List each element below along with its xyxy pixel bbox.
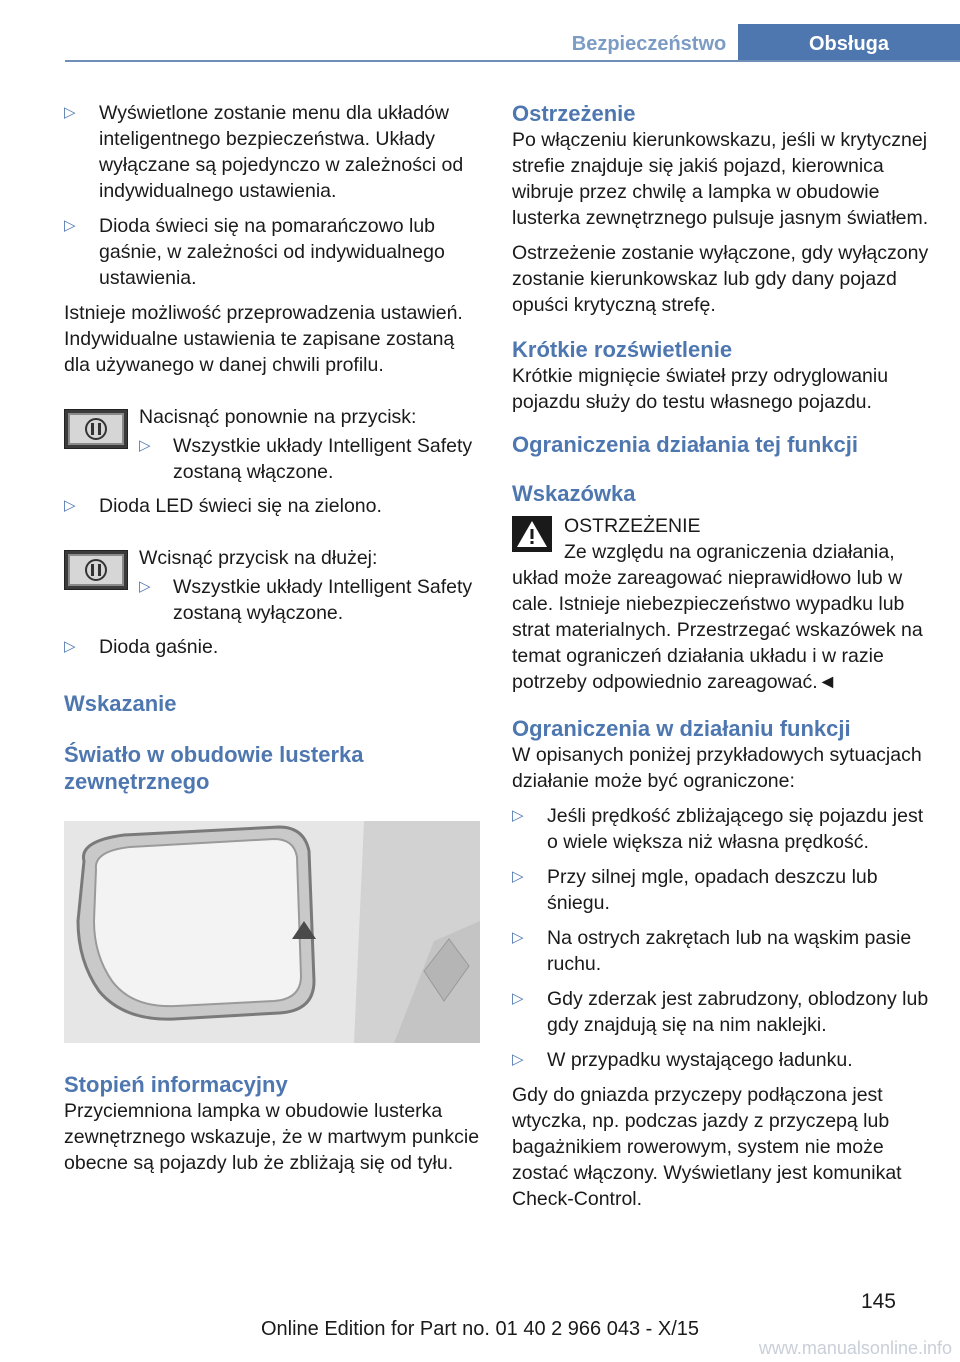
list-item-text: Dioda LED świeci się na zielono.	[99, 495, 382, 517]
list-item-text: Jeśli prędkość zbliżającego się pojazdu jest o wiele większa niż własna prędkość.	[547, 805, 924, 853]
list-item	[139, 433, 484, 485]
list-item-text: W przypadku wystającego ładunku.	[547, 1049, 853, 1071]
list-item	[512, 803, 932, 855]
list-item	[64, 213, 484, 291]
header-divider	[65, 60, 960, 62]
right-column	[512, 100, 932, 1221]
bullet-triangle-icon: ▷	[64, 104, 76, 121]
list-item-text: Dioda gaśnie.	[99, 636, 219, 658]
warning-triangle-icon	[512, 516, 552, 552]
list-item-text: Wszystkie układy Intelligent Safety zostaną włączone.	[173, 435, 473, 483]
list-item-text: Dioda świeci się na pomarańczowo lub gaśnie, w zależności od indywidualnego ustawienia.	[99, 215, 445, 289]
press-again-text: Nacisnąć ponownie na przycisk:	[139, 406, 417, 428]
tab-obsluga[interactable]: Obsługa	[738, 24, 960, 62]
list-item-text: Gdy zderzak jest zabrudzony, oblodzony lub gdy znajdują się na nim naklejki.	[547, 988, 929, 1036]
press-long-text: Wcisnąć przycisk na dłużej:	[139, 547, 378, 569]
press-again-block	[64, 404, 484, 485]
heading-warning: Ostrzeżenie	[512, 101, 636, 126]
list-item	[512, 986, 932, 1038]
short-light-text: Krótkie mignięcie świateł przy odryglowaniu pojazdu służy do testu własnego pojazdu.	[512, 365, 889, 413]
list-item	[64, 493, 484, 519]
bullet-triangle-icon: ▷	[139, 578, 151, 595]
heading-short-light: Krótkie rozświetlenie	[512, 337, 733, 362]
list-item-text: Wyświetlone zostanie menu dla układów inteligentnego bezpieczeństwa. Układy wyłączane są pojedynczo w zależności od indywidualnego ustawienia.	[99, 102, 464, 202]
edition-footer: Online Edition for Part no. 01 40 2 966 043 - X/15	[260, 1318, 700, 1340]
warning-text-2: Ostrzeżenie zostanie wyłączone, gdy wyłączony zostanie kierunkowskaz lub gdy dany pojazd opuści krytyczną strefę.	[512, 242, 929, 316]
bullet-triangle-icon: ▷	[139, 437, 151, 454]
heading-hint: Wskazówka	[512, 481, 636, 506]
tab-bezpieczenstwo[interactable]: Bezpieczeństwo	[571, 33, 727, 55]
safety-button-icon	[64, 409, 128, 449]
page-number: 145	[860, 1290, 896, 1313]
list-item	[64, 634, 484, 660]
heading-mirror-light: Światło w obudowie lusterka zewnętrznego	[64, 742, 364, 794]
list-item-text: Na ostrych zakrętach lub na wąskim pasie ruchu.	[547, 927, 912, 975]
bullet-triangle-icon: ▷	[512, 807, 524, 824]
list-item-text: Wszystkie układy Intelligent Safety zostaną wyłączone.	[173, 576, 473, 624]
warning-box	[512, 513, 932, 539]
list-item	[512, 864, 932, 916]
bullet-triangle-icon: ▷	[512, 1051, 524, 1068]
trailer-text: Gdy do gniazda przyczepy podłączona jest wtyczka, np. podczas jazdy z przyczepą lub bagażnikiem rowerowym, system nie może zostać włączony. Wyświetlany jest komunikat Check-Control.	[512, 1084, 902, 1210]
list-item	[64, 100, 484, 204]
list-item	[512, 1047, 932, 1073]
list-item	[512, 925, 932, 977]
info-level-text: Przyciemniona lampka w obudowie lusterka zewnętrznego wskazuje, że w martwym punkcie obecne są pojazdy lub że zbliżają się od tyłu.	[64, 1100, 480, 1174]
watermark: www.manualsonline.info	[758, 1338, 952, 1358]
bullet-triangle-icon: ▷	[512, 929, 524, 946]
hint-text: Ze względu na ograniczenia działania, układ może zareagować nieprawidłowo lub w cale. Istnieje niebezpieczeństwo wypadku lub strat materialnych. Przestrzegać wskazówek na temat ograniczeń działania układu i w razie potrzeby odpowiednio zareagować.◄	[512, 541, 923, 693]
hint-caps: OSTRZEŻENIE	[564, 515, 701, 537]
mirror-illustration	[64, 821, 480, 1043]
bullet-triangle-icon: ▷	[64, 217, 76, 234]
press-long-block	[64, 545, 484, 626]
bullet-triangle-icon: ▷	[64, 497, 76, 514]
heading-limits-2: Ograniczenia w działaniu funkcji	[512, 716, 851, 741]
heading-indication: Wskazanie	[64, 691, 177, 716]
settings-paragraph: Istnieje możliwość przeprowadzenia ustawień. Indywidualne ustawienia te zapisane zostaną dla używanego w danej chwili profilu.	[64, 302, 463, 376]
bullet-triangle-icon: ▷	[512, 868, 524, 885]
list-item-text: Przy silnej mgle, opadach deszczu lub śniegu.	[547, 866, 878, 914]
left-column	[64, 100, 484, 1185]
limits-intro: W opisanych poniżej przykładowych sytuacjach działanie może być ograniczone:	[512, 744, 922, 792]
heading-info-level: Stopień informacyjny	[64, 1072, 288, 1097]
safety-button-icon	[64, 550, 128, 590]
heading-limits: Ograniczenia działania tej funkcji	[512, 432, 858, 457]
list-item	[139, 574, 484, 626]
warning-text-1: Po włączeniu kierunkowskazu, jeśli w krytycznej strefie znajduje się jakiś pojazd, kierownica wibruje przez chwilę a lampka w obudowie lusterka zewnętrznego pulsuje jasnym światłem.	[512, 129, 929, 229]
bullet-triangle-icon: ▷	[64, 638, 76, 655]
bullet-triangle-icon: ▷	[512, 990, 524, 1007]
